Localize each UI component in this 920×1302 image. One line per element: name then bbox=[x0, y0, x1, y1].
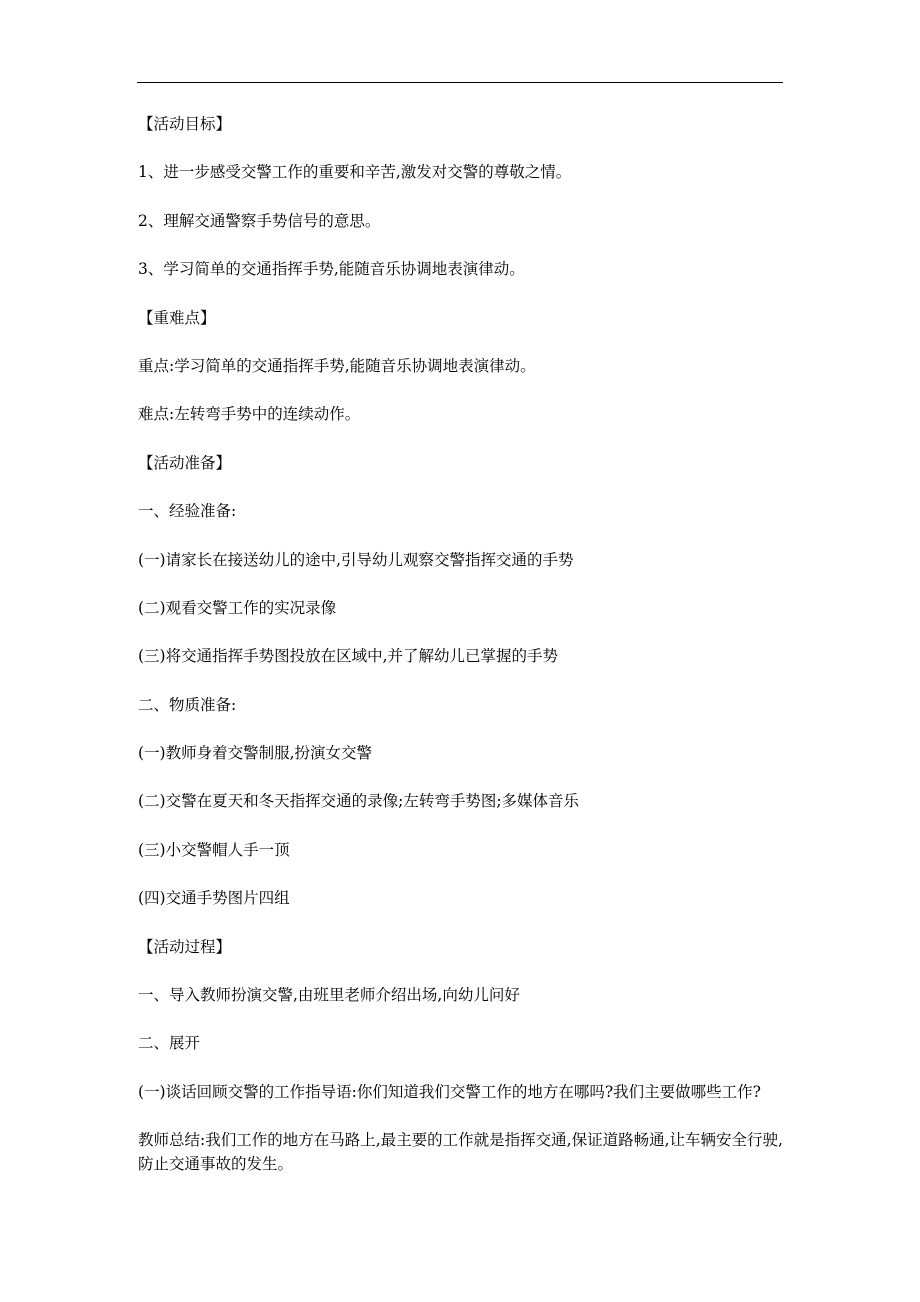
prep-experience-heading: 一、经验准备: bbox=[138, 502, 237, 521]
prep-material-item-1: (一)教师身着交警制服,扮演女交警 bbox=[138, 744, 373, 763]
section-heading-goals: 【活动目标】 bbox=[138, 115, 232, 133]
process-step-1: 一、导入教师扮演交警,由班里老师介绍出场,向幼儿问好 bbox=[138, 986, 520, 1005]
process-step-2: 二、展开 bbox=[138, 1034, 201, 1053]
section-heading-process: 【活动过程】 bbox=[138, 937, 232, 956]
key-point-focus: 重点:学习简单的交通指挥手势,能随音乐协调地表演律动。 bbox=[138, 356, 536, 375]
prep-material-item-2: (二)交警在夏天和冬天指挥交通的录像;左转弯手势图;多媒体音乐 bbox=[138, 792, 580, 811]
prep-material-item-3: (三)小交警帽人手一顶 bbox=[138, 840, 290, 859]
section-heading-preparation: 【活动准备】 bbox=[138, 453, 232, 472]
section-heading-key-points: 【重难点】 bbox=[138, 308, 216, 327]
key-point-difficulty: 难点:左转弯手势中的连续动作。 bbox=[138, 405, 361, 424]
prep-material-heading: 二、物质准备: bbox=[138, 695, 237, 714]
prep-experience-item-3: (三)将交通指挥手势图投放在区域中,并了解幼儿已掌握的手势 bbox=[138, 647, 559, 666]
prep-material-item-4: (四)交通手势图片四组 bbox=[138, 889, 290, 908]
prep-experience-item-2: (二)观看交警工作的实况录像 bbox=[138, 598, 337, 617]
document-body bbox=[138, 112, 788, 1201]
teacher-summary: 教师总结:我们工作的地方在马路上,最主要的工作就是指挥交通,保证道路畅通,让车辆安全行驶,防止交通事故的发生。 bbox=[138, 1131, 783, 1174]
header-rule bbox=[137, 82, 783, 83]
goal-item-1: 1、进一步感受交警工作的重要和辛苦,激发对交警的尊敬之情。 bbox=[138, 163, 572, 182]
process-step-2-item-1: (一)谈话回顾交警的工作指导语:你们知道我们交警工作的地方在哪吗?我们主要做哪些工作? bbox=[138, 1082, 761, 1101]
prep-experience-item-1: (一)请家长在接送幼儿的途中,引导幼儿观察交警指挥交通的手势 bbox=[138, 550, 574, 569]
goal-item-3: 3、学习简单的交通指挥手势,能随音乐协调地表演律动。 bbox=[138, 260, 525, 279]
goal-item-2: 2、理解交通警察手势信号的意思。 bbox=[138, 211, 381, 230]
